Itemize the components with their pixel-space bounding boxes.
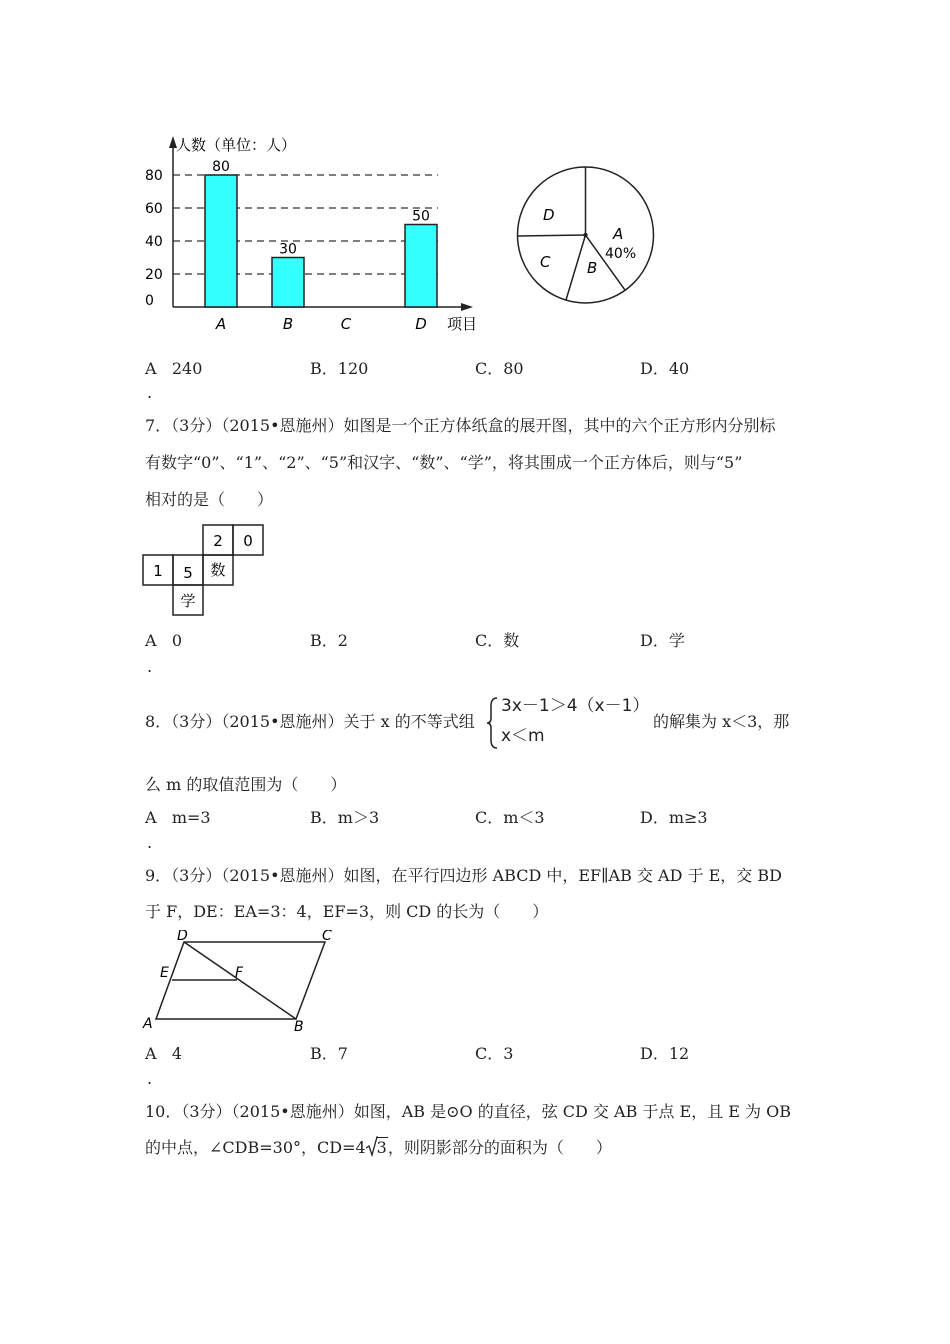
bar-b: [272, 258, 304, 308]
q7-option-d[interactable]: D．学: [640, 631, 685, 650]
net-text-shu: 数: [210, 561, 226, 579]
label-d: D: [177, 930, 188, 944]
q7-option-c[interactable]: C．数: [475, 631, 520, 650]
q6-option-d[interactable]: D．40: [640, 359, 690, 378]
q9-text-line1: 9．（3分）（2015•恩施州）如图，在平行四边形 ABCD 中，EF∥AB 交 AD 于 E，交 BD: [145, 866, 782, 885]
net-text-2: 2: [213, 532, 223, 550]
q10-text-line2-post: ，则阴影部分的面积为（ ）: [387, 1138, 612, 1157]
label-c: C: [322, 930, 332, 944]
y-tick-label-60: 60: [145, 201, 163, 217]
q8-option-d[interactable]: D．m≥3: [640, 808, 708, 827]
q7-text-line3: 相对的是（ ）: [145, 490, 274, 509]
pie-chart: [510, 160, 660, 310]
x-tick-label-c: C: [340, 315, 352, 333]
pie-label-d: D: [543, 206, 555, 224]
inequality-brace: [486, 696, 500, 750]
x-axis-title: 项目: [447, 315, 478, 333]
q6-period: .: [147, 383, 153, 402]
label-f: F: [235, 965, 244, 981]
x-tick-label-b: B: [282, 315, 294, 333]
q8-text-line2: 么 m 的取值范围为（ ）: [145, 775, 347, 794]
sqrt-expression: [366, 1140, 388, 1156]
parallelogram-figure: [140, 930, 340, 1035]
q6-option-c[interactable]: C．80: [475, 359, 524, 378]
bar-value-label-d: 50: [412, 208, 430, 225]
pie-label-a-pct: 40%: [605, 246, 637, 262]
q9-text-line2: 于 F，DE：EA=3：4，EF=3，则 CD 的长为（ ）: [145, 902, 549, 921]
q8-text-line1-pre: 8．（3分）（2015•恩施州）关于 x 的不等式组: [145, 712, 475, 731]
q10-text-line1: 10．（3分）（2015•恩施州）如图，AB 是⊙O 的直径，弦 CD 交 AB 于点 E，且 E 为 OB: [145, 1102, 792, 1121]
q8-option-c[interactable]: C．m＜3: [475, 808, 545, 827]
net-text-0: 0: [243, 532, 253, 550]
y-tick-label-0: 0: [145, 293, 154, 309]
cube-net-figure: [140, 522, 270, 618]
pie-label-c: C: [540, 253, 551, 271]
q7-option-a[interactable]: A 0: [145, 631, 183, 650]
label-e: E: [160, 965, 169, 981]
q7-period: .: [147, 657, 153, 676]
sqrt-sign: [366, 1136, 378, 1158]
q8-text-line1-post: 的解集为 x＜3，那: [653, 712, 790, 731]
inequality-line1: 3x－1＞4（x－1）: [501, 696, 650, 716]
q7-option-b[interactable]: B．2: [310, 631, 348, 650]
q8-option-b[interactable]: B．m＞3: [310, 808, 380, 827]
pie-label-a: A: [613, 225, 624, 243]
q9-option-a[interactable]: A 4: [145, 1044, 183, 1063]
pie-divider-bottom-left: [566, 235, 586, 300]
q6-option-b[interactable]: B．120: [310, 359, 369, 378]
q9-period: .: [147, 1069, 153, 1088]
q7-text-line1: 7．（3分）（2015•恩施州）如图是一个正方体纸盒的展开图，其中的六个正方形内分别标: [145, 416, 776, 435]
x-tick-label-a: A: [215, 315, 227, 333]
net-text-1: 1: [153, 562, 163, 580]
x-axis-arrow: [461, 303, 473, 311]
pie-center: [583, 233, 587, 237]
y-axis-title: 人数（单位：人）: [176, 136, 297, 154]
bar-d: [405, 225, 437, 308]
q10-text-line2-pre: 的中点，∠CDB=30°，CD=4: [145, 1138, 366, 1157]
inequality-line2: x＜m: [501, 726, 545, 746]
label-b: B: [294, 1019, 304, 1035]
bar-value-label-b: 30: [279, 241, 297, 258]
pie-label-b: B: [587, 259, 598, 277]
net-text-xue: 学: [180, 592, 196, 610]
sqrt-argument: 3: [376, 1138, 387, 1157]
q9-option-d[interactable]: D．12: [640, 1044, 690, 1063]
net-text-5: 5: [183, 564, 193, 582]
y-tick-label-40: 40: [145, 234, 163, 250]
bar-a: [205, 175, 237, 307]
pie-divider-left: [518, 235, 586, 236]
x-tick-label-d: D: [415, 315, 427, 333]
q10-text-line2: [145, 1140, 612, 1156]
q9-option-c[interactable]: C．3: [475, 1044, 514, 1063]
label-a: A: [143, 1016, 153, 1032]
y-tick-label-80: 80: [145, 168, 163, 184]
q9-option-b[interactable]: B．7: [310, 1044, 348, 1063]
q7-text-line2: 有数字“0”、“1”、“2”、“5”和汉字、“数”、“学”，将其围成一个正方体后，则与“5”: [145, 453, 743, 472]
bar-chart: [140, 130, 480, 345]
q6-option-a[interactable]: A 240: [145, 359, 203, 378]
q8-period: .: [147, 833, 153, 852]
q8-option-a[interactable]: A m=3: [145, 808, 211, 827]
bar-value-label-a: 80: [212, 159, 230, 175]
y-tick-label-20: 20: [145, 267, 163, 283]
